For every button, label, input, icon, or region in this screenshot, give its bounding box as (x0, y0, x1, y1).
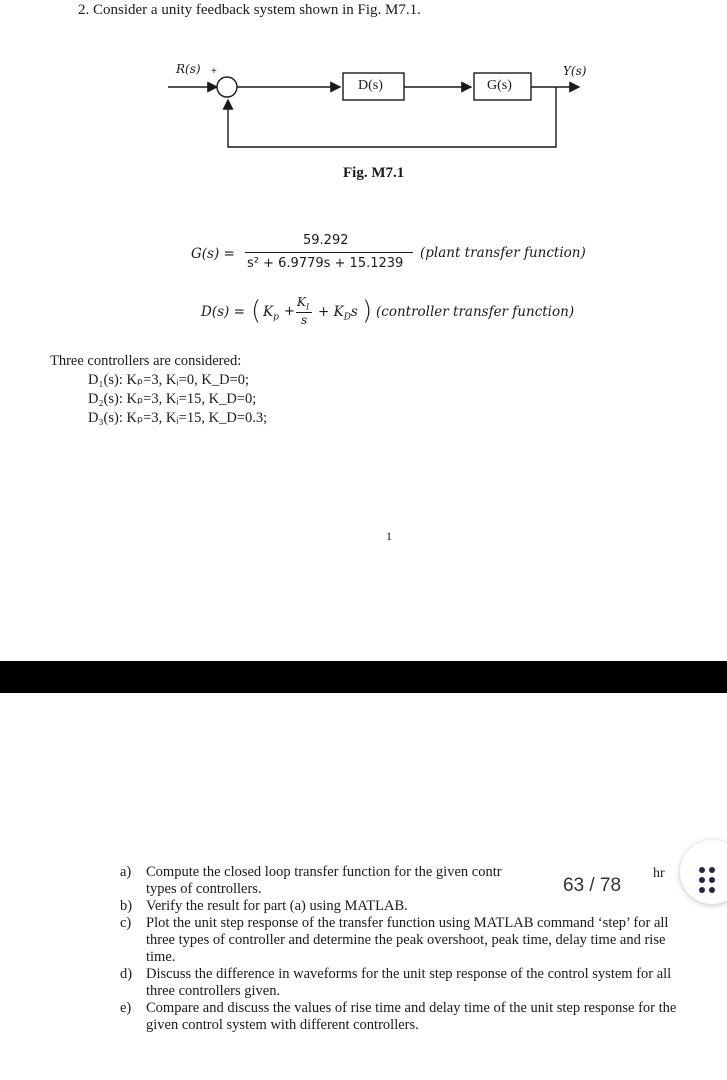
more-options-button[interactable] (680, 840, 727, 904)
controller-item-1: D₁(s): Kₚ=3, Kᵢ=0, K_D=0; (88, 372, 250, 388)
controllers-intro: Three controllers are considered: (50, 353, 242, 369)
question-title: 2. Consider a unity feedback system shown in Fig. M7.1. (78, 2, 421, 18)
text-fragment: hr (653, 866, 665, 881)
g-denominator: s² + 6.9779s + 15.1239 (247, 256, 404, 271)
g-fraction-bar (245, 252, 413, 253)
d-s-den: s (301, 313, 308, 327)
d-kp: $K_p$ (263, 304, 279, 323)
task-item: c) Plot the unit step response of the transfer function using MATLAB command ‘step’ for all three types of controller and determine the peak overshoot, peak time, delay time and rise time. (120, 915, 669, 965)
right-paren: ) (362, 296, 373, 326)
g-lhs: G(s) = (191, 246, 235, 262)
d-note: (controller transfer function) (376, 304, 575, 320)
task-item: b) Verify the result for part (a) using MATLAB. (120, 898, 408, 914)
left-paren: ( (251, 296, 262, 326)
d-ki-num: $K_I$ (297, 295, 310, 312)
task-item: e) Compare and discuss the values of rise time and delay time of the unit step response for the given control system with different controllers. (120, 1000, 677, 1033)
d-kd: + $K_Ds$ (318, 304, 358, 323)
figure-caption: Fig. M7.1 (343, 165, 405, 181)
summing-junction (217, 77, 237, 97)
controller-item-2: D₂(s): Kₚ=3, Kᵢ=15, K_D=0; (88, 391, 257, 407)
controller-block-label: D(s) (358, 78, 383, 93)
controller-item-3: D₃(s): Kₚ=3, Kᵢ=15, K_D=0.3; (88, 410, 268, 426)
g-numerator: 59.292 (303, 233, 349, 248)
controllers-section (50, 352, 267, 428)
page-divider-band (0, 661, 727, 693)
output-label: Y(s) (563, 64, 587, 78)
plant-block-label: G(s) (487, 78, 512, 93)
page-counter: 63 / 78 (546, 861, 638, 911)
page-number: 1 (386, 529, 392, 543)
g-note: (plant transfer function) (420, 245, 586, 261)
d-lhs: D(s) = (201, 304, 245, 320)
d-plus1: + (284, 304, 295, 319)
plus-sign: + (211, 66, 217, 77)
input-label: R(s) (176, 62, 201, 76)
task-item: a) Compute the closed loop transfer function for the given contr types of controllers. (120, 864, 502, 897)
task-item: d) Discuss the difference in waveforms for the unit step response of the control system for all three controllers given. (120, 966, 672, 999)
